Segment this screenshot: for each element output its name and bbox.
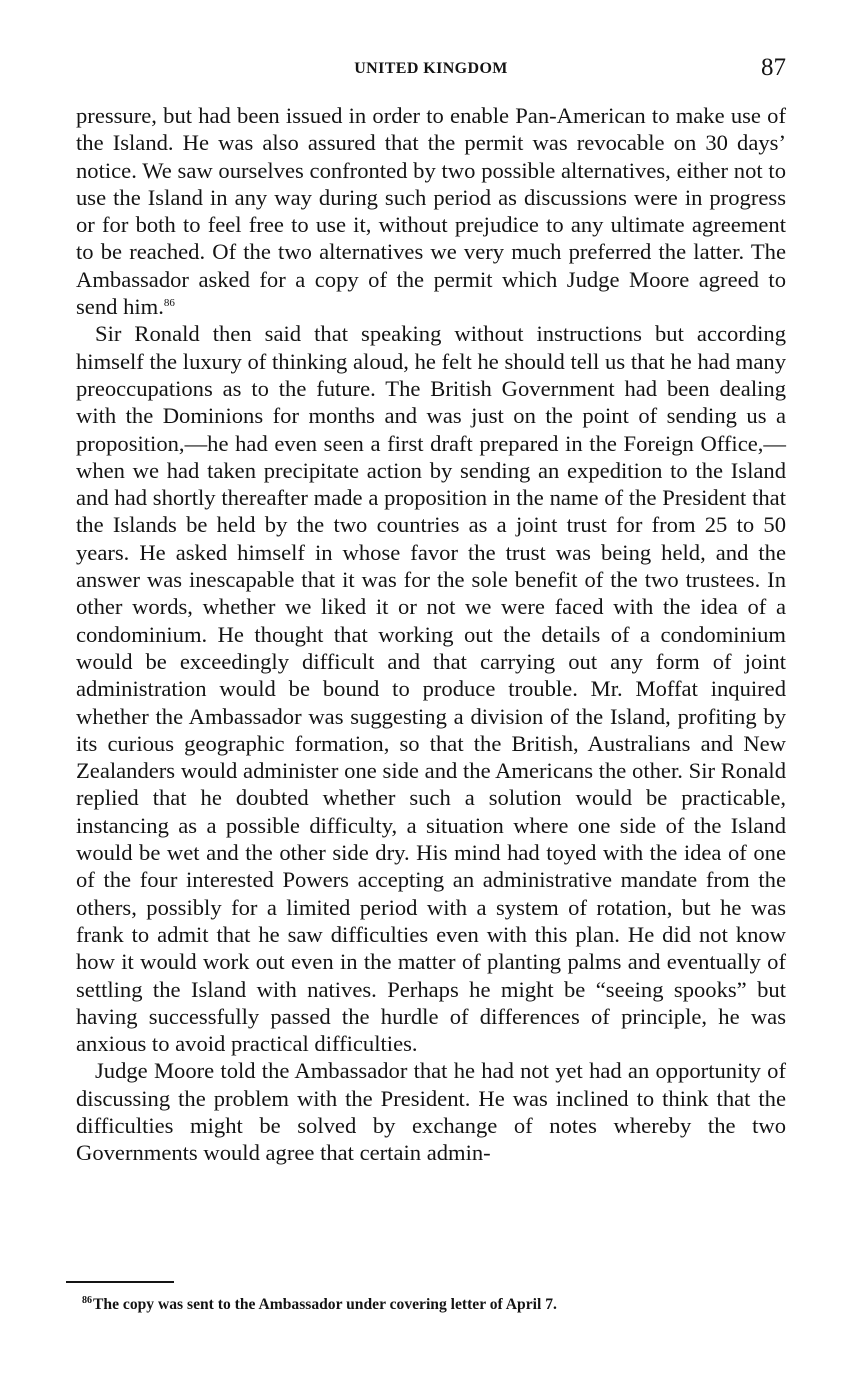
footnote-text: The copy was sent to the Ambassador under covering letter of April 7. <box>93 1296 557 1313</box>
paragraph-text: Sir Ronald then said that speaking without instructions but according himself the luxury of thinking aloud, he felt he should tell us that he had many preoccupations as to the future. The British Government had been dealing with the Dominions for months and was just on the point of sending us a proposition,—he had even seen a first draft prepared in the Foreign Office,—when we had taken precipitate action by sending an expedition to the Island and had shortly thereafter made a proposition in the name of the President that the Islands be held by the two countries as a joint trust for from 25 to 50 years. He asked himself in whose favor the trust was being held, and the answer was inescapable that it was for the sole benefit of the two trustees. In other words, whether we liked it or not we were faced with the idea of a condominium. He thought that working out the details of a condominium would be exceedingly difficult and that carrying out any form of joint administration would be bound to produce trouble. Mr. Moffat inquired whether the Ambassador was suggesting a division of the Island, profiting by its curious geographic formation, so that the British, Australians and New Zealanders would administer one side and the Americans the other. Sir Ronald replied that he doubted whether such a solution would be practicable, instancing as a possible difficulty, a situation where one side of the Island would be wet and the other side dry. His mind had toyed with the idea of one of the four interested Powers accepting an administrative mandate from the others, possibly for a limited period with a system of rotation, but he was frank to admit that he saw difficulties even with this plan. He did not know how it would work out even in the matter of planting palms and eventually of settling the Island with natives. Perhaps he might be “seeing spooks” but having successfully passed the hurdle of differences of principle, he was anxious to avoid practical difficulties. <box>76 321 786 1057</box>
paragraph-text: Judge Moore told the Ambassador that he had not yet had an opportunity of discussing the problem with the President. He was inclined to think that the difficulties might be solved by exchange of notes whereby the two Governments would agree that certain admin- <box>76 1058 786 1166</box>
footnote-divider <box>66 1281 174 1283</box>
running-header <box>76 54 786 86</box>
paragraph-sir-ronald <box>76 320 786 1057</box>
paragraph-judge-moore <box>76 1057 786 1166</box>
footnote <box>82 1294 786 1316</box>
page-number: 87 <box>761 54 786 81</box>
running-title: UNITED KINGDOM <box>354 60 508 77</box>
paragraph-text: pressure, but had been issued in order to enable Pan-American to make use of the Island. He was also assured that the permit was revocable on 30 days’ notice. We saw ourselves confronted by two possible alternatives, either not to use the Island in any way during such period as discussions were in progress or for both to feel free to use it, without prejudice to any ultimate agreement to be reached. Of the two alternatives we very much preferred the latter. The Ambassador asked for a copy of the permit which Judge Moore agreed to send him. <box>76 103 786 320</box>
body-text <box>76 102 786 1167</box>
footnote-marker: 86 <box>82 1295 92 1306</box>
footnote-reference: 86 <box>163 297 175 310</box>
paragraph-continuation <box>76 102 786 320</box>
